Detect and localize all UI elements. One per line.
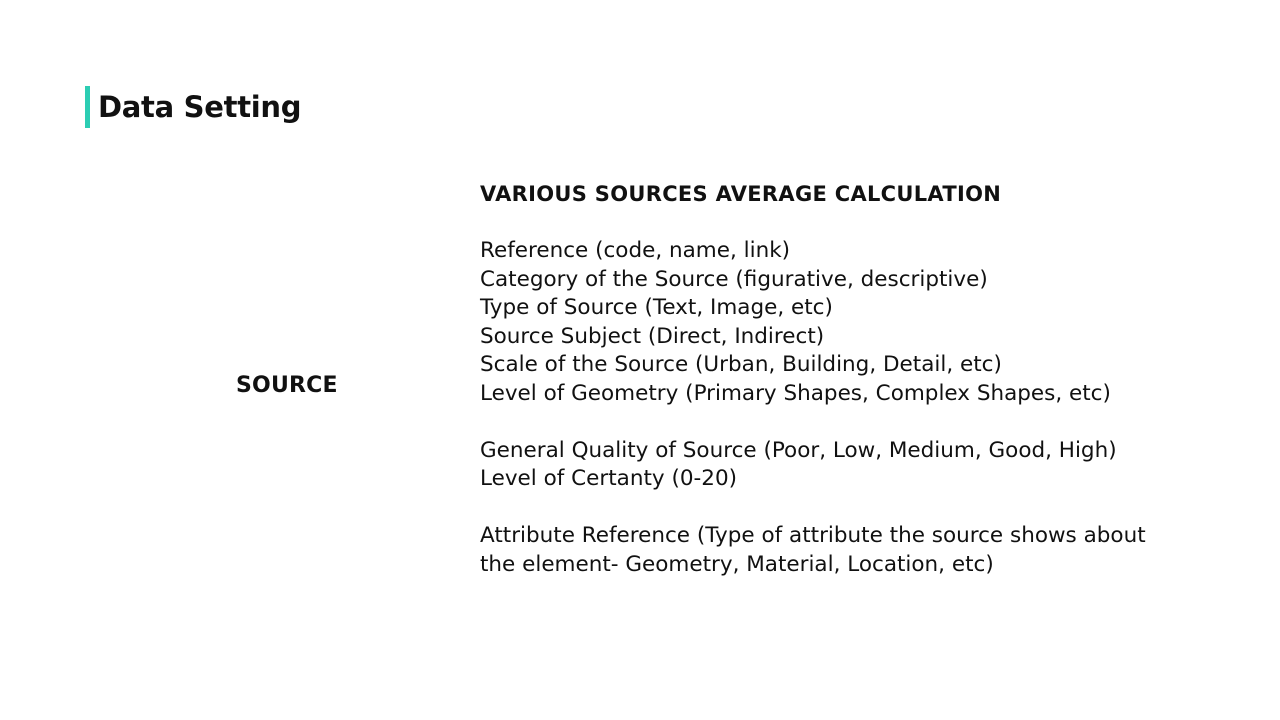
list-item-reference: Reference (code, name, link) [480, 238, 791, 263]
list-item-scale: Scale of the Source (Urban, Building, Detail, etc) [480, 352, 1002, 377]
spacer [480, 209, 1240, 238]
list-item-quality: General Quality of Source (Poor, Low, Medium, Good, High) [480, 437, 1117, 463]
content-list [480, 180, 1240, 579]
list-item-type: Type of Source (Text, Image, etc) [480, 295, 833, 320]
source-label: SOURCE [236, 373, 338, 398]
list-item-category: Category of the Source (figurative, descriptive) [480, 266, 988, 292]
content-heading: VARIOUS SOURCES AVERAGE CALCULATION [480, 182, 1002, 206]
spacer [480, 408, 1240, 437]
slide-title: Data Setting [98, 90, 302, 124]
list-item-geometry: Level of Geometry (Primary Shapes, Complex Shapes, etc) [480, 380, 1111, 406]
slide-title-block [85, 86, 301, 128]
title-accent-bar [85, 86, 90, 128]
list-item-certainty: Level of Certanty (0-20) [480, 466, 738, 491]
list-item-subject: Source Subject (Direct, Indirect) [480, 323, 825, 349]
spacer [480, 494, 1240, 523]
list-item-attribute-reference: Attribute Reference (Type of attribute the source shows about the element- Geometry, Material, Location, etc) [480, 523, 1146, 577]
